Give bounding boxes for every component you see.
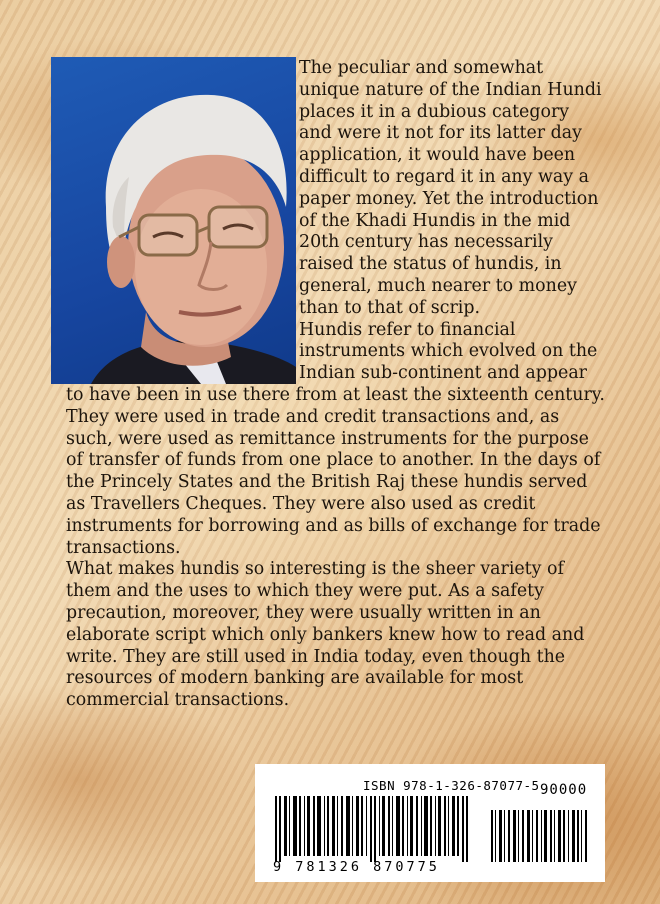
blurb-paragraph-2: Hundis refer to financial instruments which evolved on the Indian sub-continent and appear to have been in use there from at least the sixteenth century. They were used in trade and credit transactions and, as such, were used as remittance instruments for the purpose of transfer of funds from one place to another. In the days of the Princely States and the British Raj these hundis served as Travellers Cheques. They were also used as credit instruments for borrowing and as bills of exchange for trade transactions.	[66, 319, 605, 558]
isbn-label: ISBN 978-1-326-87077-5	[363, 778, 540, 793]
blurb-text	[66, 58, 606, 712]
blurb-paragraph-3: What makes hundis so interesting is the sheer variety of them and the uses to which they were put. As a safety precaution, moreover, they were usually written in an elaborate script which only bankers knew how to read and write. They are still used in India today, even though the resources of modern banking are available for most commercial transactions.	[66, 559, 585, 711]
isbn-barcode	[255, 764, 605, 882]
blurb-paragraph-1: The peculiar and somewhat unique nature of the Indian Hundi places it in a dubious category and were it not for its latter day application, it would have been difficult to regard it in any way a paper money. Yet the introduction of the Khadi Hundis in the mid 20th century has necessarily raised the status of hundis, in general, much nearer to money than to that of scrip.	[299, 58, 602, 318]
barcode-bars-icon	[275, 796, 590, 862]
photo-wrap-spacer	[51, 58, 299, 384]
barcode-digits: 9 781326 870775	[273, 859, 440, 875]
barcode-addon-digits: 90000	[540, 782, 588, 798]
